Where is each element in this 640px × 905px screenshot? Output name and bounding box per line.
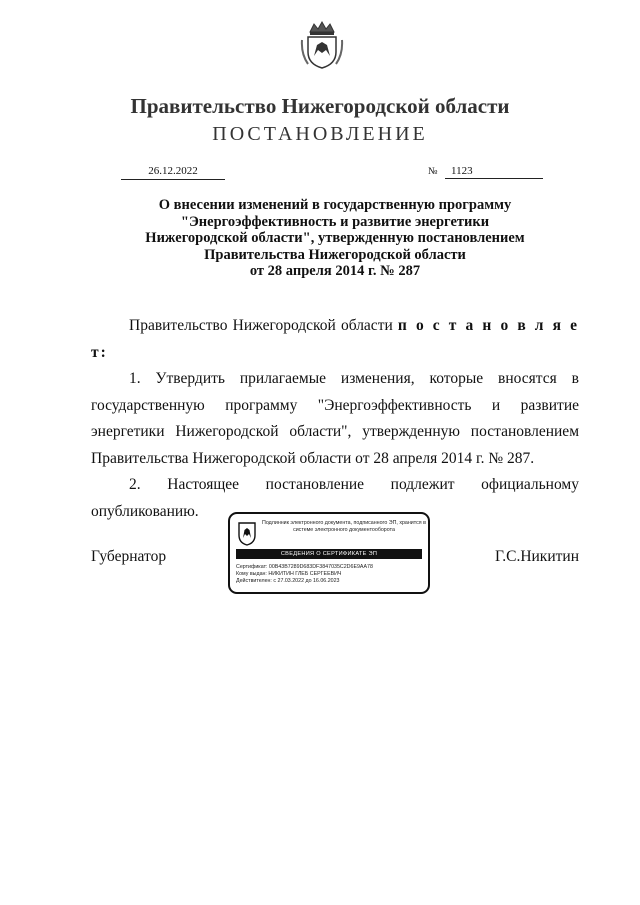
document-type: ПОСТАНОВЛЕНИЕ: [212, 123, 428, 145]
stamp-validity: Действителен: с 27.03.2022 до 16.06.2023: [236, 578, 340, 584]
subject-line: О внесении изменений в государственную программу: [158, 197, 512, 213]
document-body: [91, 313, 579, 525]
stamp-details: [236, 564, 426, 585]
subject-line: Правительства Нижегородской области: [204, 246, 466, 263]
body-item-1: 1. Утвердить прилагаемые изменения, которые вносятся в государственную программу "Энергоэффективность и развитие энергетики Нижегородской области", утвержденную постановлением Правительства Нижегородской области от 28 апреля 2014 г. № 287.: [91, 370, 579, 467]
document-subject: [100, 197, 570, 280]
stamp-note: Подлинник электронного документа, подписанного ЭП, хранится в системе электронного документооборота: [262, 520, 426, 533]
signatory-position: Губернатор: [91, 548, 167, 565]
stamp-coat-of-arms-icon: [237, 521, 257, 546]
body-item-2: 2. Настоящее постановление подлежит официальному опубликованию.: [91, 476, 579, 520]
coat-of-arms-icon: [300, 20, 344, 70]
document-number: 1123: [445, 165, 543, 179]
subject-line: Нижегородской области", утвержденную постановлением: [145, 230, 525, 246]
number-sign: №: [428, 166, 438, 177]
signatory-name: Г.С.Никитин: [495, 548, 579, 565]
electronic-signature-stamp: [228, 512, 430, 594]
intro-decree-word: п о с т а н о в л я е т:: [91, 317, 580, 361]
body-intro: [91, 313, 579, 366]
intro-text: Правительство Нижегородской области: [129, 317, 398, 334]
subject-line: от 28 апреля 2014 г. № 287: [249, 263, 421, 279]
document-date: 26.12.2022: [121, 165, 225, 180]
stamp-title-bar: СВЕДЕНИЯ О СЕРТИФИКАТЕ ЭП: [236, 549, 422, 559]
subject-line: "Энергоэффективность и развитие энергетики: [180, 213, 490, 230]
stamp-issued-to: Кому выдан: НИКИТИН ГЛЕБ СЕРГЕЕВИЧ: [236, 571, 342, 577]
stamp-certificate: Сертификат: 00B43B7289D683DF3847035C2D6E9AA78: [236, 564, 373, 570]
government-title: Правительство Нижегородской области: [130, 94, 510, 118]
